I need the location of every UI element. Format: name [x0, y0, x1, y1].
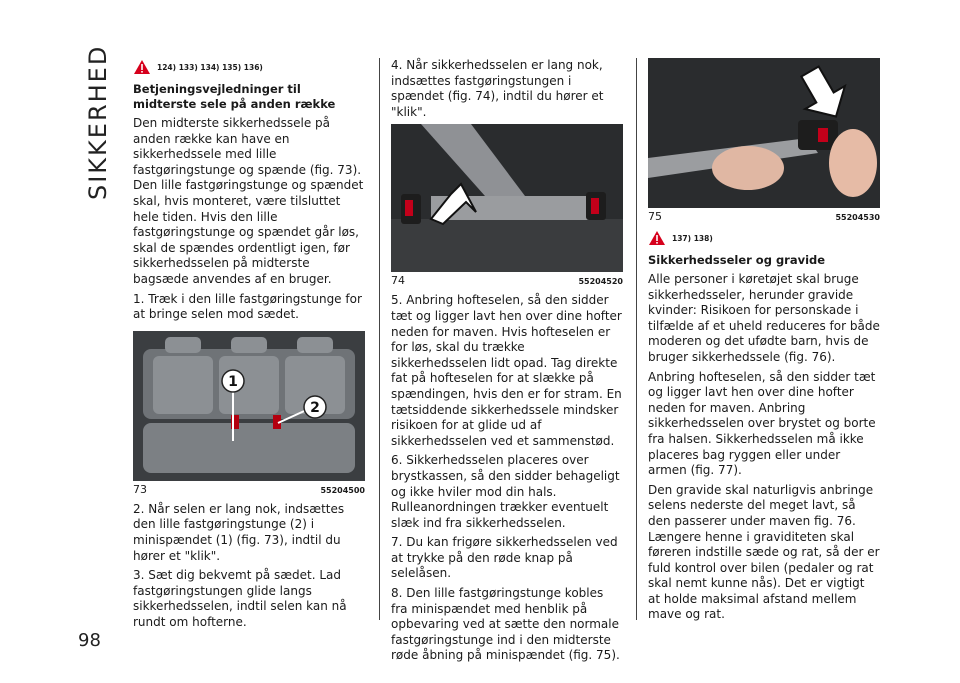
figure-74-photo	[391, 124, 623, 272]
figure-code: 55204500	[320, 485, 365, 495]
section-title: SIKKERHED	[84, 44, 112, 201]
figure-caption	[133, 483, 365, 496]
paragraph: 2. Når selen er lang nok, indsættes den lille fastgøringstunge (2) i minispændet (1) (fig. 73), indtil du hører et "klik".	[133, 501, 345, 563]
section-heading: Betjeningsvejledninger til midterste sele på anden række	[133, 82, 336, 111]
paragraph: Den midterste sikkerhedssele på anden række kan have en sikkerhedssele med lille fastgøringstunge og spænde (fig. 73). Den lille fastgøringstunge og spændet skal, hvis monteret, være tilsluttet hele tiden. Hvis den lille fastgøringstunge og spændet går løs, skal de spændes ordentligt igen, før sikkerhedsselen på midterste bagsæde anvendes af en bruger.	[133, 116, 364, 286]
figure-number: 73	[133, 482, 147, 496]
paragraph: 7. Du kan frigøre sikkerhedsselen ved at trykke på den røde knap på selelåsen.	[391, 535, 618, 581]
paragraph: 8. Den lille fastgøringstunge kobles fra minispændet med henblik på opbevaring ved at sætte den normale fastgøringstunge ind i den midterste røde åbning på minispændet (fig. 75).	[391, 586, 620, 663]
paragraph: 3. Sæt dig bekvemt på sædet. Lad fastgøringstungen glide langs sikkerhedsselen, indtil selen kan nå rundt om hofterne.	[133, 568, 347, 629]
figure-75-photo	[648, 58, 880, 208]
paragraph: Anbring hofteselen, så den sidder tæt og ligger lavt hen over dine hofter neden for maven. Anbring sikkerhedsselen over brystet og borte fra halsen. Sikkerhedsselen må ikke placeres bag ryggen eller under armen (fig. 77).	[648, 369, 876, 478]
warning-row	[133, 58, 365, 76]
paragraph: 6. Sikkerhedsselen placeres over brystkassen, så den sidder behageligt og ikke hviler mod din hals. Rulleanordningen trækker eventuelt slæk ind fra sikkerhedsselen.	[391, 453, 620, 530]
callout-2: 2	[310, 399, 320, 416]
column-1	[133, 58, 365, 634]
paragraph: Alle personer i køretøjet skal bruge sikkerhedsseler, herunder gravide kvinder: Risikoen for personskade i tilfælde af et uheld reduceres for både moderen og det ufødte barn, hvis de bruger sikkerhedssele (fig. 76).	[648, 272, 880, 364]
warning-triangle-icon	[648, 230, 666, 246]
figure-code: 55204520	[578, 277, 623, 287]
section-heading: Sikkerhedsseler og gravide	[648, 253, 826, 267]
column-divider	[379, 58, 380, 620]
buckle-release-illustration	[648, 58, 880, 208]
page-number: 98	[78, 630, 101, 651]
column-2	[391, 58, 623, 668]
callout-1: 1	[228, 373, 238, 390]
warning-row	[648, 229, 880, 247]
rear-seat-illustration	[133, 331, 365, 481]
warning-references: 124) 133) 134) 135) 136)	[157, 62, 263, 72]
figure-number: 75	[648, 210, 662, 223]
figure-number: 74	[391, 274, 405, 288]
column-divider	[636, 58, 637, 620]
paragraph: 1. Træk i den lille fastgøringstunge for at bringe selen mod sædet.	[133, 291, 362, 322]
paragraph: 5. Anbring hofteselen, så den sidder tæt og ligger lavt hen over dine hofter neden for maven. Hvis hofteselen er for løs, skal du trække sikkerhedsselen lidt opad. Tag direkte fat på hofteselen for at slække på spændingen, hvis den er for stram. En tætsiddende sikkerhedssele mindsker risikoen for at glide ud af sikkerhedsselen ved et sammenstød.	[391, 293, 622, 448]
paragraph: Den gravide skal naturligvis anbringe selens nederste del meget lavt, så den passerer under maven fig. 76. Længere henne i graviditeten skal føreren indstille sæde og rat, så der er fuld kontrol over bilen (pedaler og rat skal nemt kunne nås). Det er vigtigt at holde maksimal afstand mellem mave og rat.	[648, 482, 880, 622]
warning-triangle-icon	[133, 59, 151, 75]
figure-73-photo	[133, 331, 365, 481]
column-3	[648, 58, 880, 627]
figure-code: 55204530	[835, 213, 880, 222]
figure-caption	[391, 274, 623, 287]
warning-references: 137) 138)	[672, 233, 713, 243]
paragraph: 4. Når sikkerhedsselen er lang nok, indsættes fastgøringstungen i spændet (fig. 74), indtil du hører et "klik".	[391, 58, 604, 119]
buckle-insertion-illustration	[391, 124, 623, 272]
figure-caption	[648, 210, 880, 223]
